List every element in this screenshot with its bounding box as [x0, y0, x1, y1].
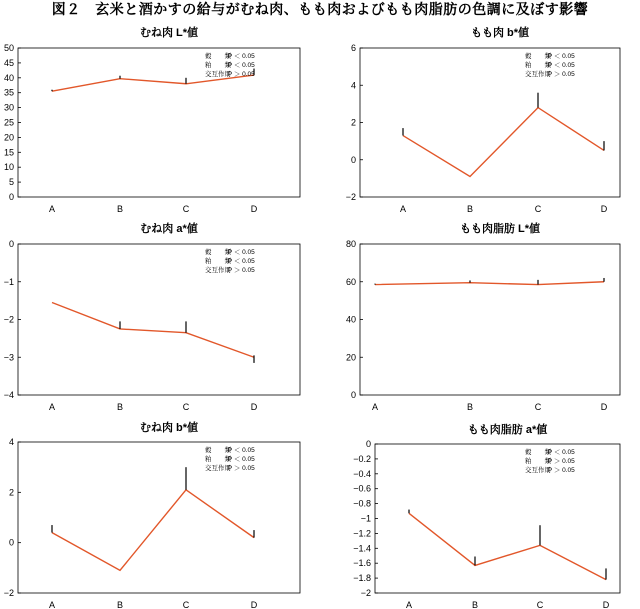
plot-frame	[375, 444, 620, 593]
y-tick-label: 2	[8, 487, 14, 498]
y-tick-label: −0.4	[353, 468, 371, 479]
x-tick-label: D	[250, 402, 258, 412]
series-line	[403, 108, 604, 177]
stats-label: 穀 類	[205, 249, 231, 256]
x-tick-label: A	[48, 402, 56, 412]
chart-title: むね肉 a*値	[140, 223, 198, 235]
x-tick-label: A	[48, 204, 56, 214]
chart-title: もも肉 b*値	[470, 27, 530, 39]
stats-value: :P ＜ 0.05	[226, 258, 255, 265]
chart-panel-breast-l	[0, 20, 320, 215]
plot-frame	[360, 48, 620, 197]
series-line	[409, 513, 606, 579]
stats-value: :P ＜ 0.05	[226, 53, 255, 60]
stats-label: 粕 類	[205, 456, 231, 463]
series-line	[52, 490, 254, 571]
stats-value: :P ＞ 0.05	[546, 467, 575, 474]
x-tick-label: D	[250, 600, 258, 609]
x-tick-label: C	[536, 600, 544, 609]
chart-svg	[320, 20, 640, 215]
y-tick-label: 0	[350, 390, 356, 400]
stats-value: :P ＜ 0.05	[226, 447, 255, 454]
y-tick-label: 0	[8, 192, 14, 202]
stats-value: :P ＞ 0.05	[226, 267, 255, 274]
x-tick-label: D	[600, 204, 608, 214]
y-tick-label: −1.8	[353, 573, 371, 584]
chart-panel-breast-a	[0, 218, 320, 413]
stats-label: 交互作用	[205, 465, 231, 472]
y-tick-label: 15	[3, 147, 14, 158]
stats-label: 穀 類	[525, 53, 551, 60]
y-tick-label: 0	[8, 239, 14, 249]
y-tick-label: −1.4	[353, 543, 371, 554]
x-tick-label: C	[534, 204, 542, 214]
stats-value: :P ＜ 0.05	[546, 449, 575, 456]
y-tick-label: −1	[360, 513, 371, 524]
y-tick-label: 25	[3, 117, 14, 128]
y-tick-label: 10	[3, 162, 14, 173]
chart-svg	[0, 218, 320, 413]
chart-title: むね肉 L*値	[139, 27, 199, 39]
stats-label: 交互作用	[525, 71, 551, 78]
y-tick-label: 6	[350, 43, 356, 53]
x-tick-label: D	[250, 204, 258, 214]
stats-value: :P ＜ 0.05	[546, 62, 575, 69]
plot-frame	[360, 244, 620, 395]
chart-svg	[0, 413, 320, 609]
x-tick-label: B	[466, 204, 474, 214]
y-tick-label: −2	[3, 314, 14, 325]
figure-title: 図２ 玄米と酒かすの給与がむね肉、もも肉およびもも肉脂肪の色調に及ぼす影響	[51, 1, 589, 17]
chart-title: もも肉脂肪 a*値	[467, 424, 548, 436]
y-tick-label: 0	[8, 537, 14, 548]
chart-panel-thigh-fat-l	[320, 218, 640, 413]
stats-label: 粕 類	[525, 62, 551, 69]
y-tick-label: 0	[365, 439, 371, 449]
y-tick-label: −3	[3, 352, 14, 363]
chart-panel-breast-b	[0, 413, 320, 609]
plot-frame	[18, 442, 300, 593]
x-tick-label: A	[48, 600, 56, 609]
y-tick-label: 4	[350, 80, 356, 91]
stats-label: 穀 類	[525, 449, 551, 456]
y-tick-label: −2	[3, 588, 14, 598]
series-line	[52, 303, 254, 358]
x-tick-label: B	[466, 402, 474, 412]
y-tick-label: −2	[345, 192, 356, 202]
x-tick-label: B	[471, 600, 479, 609]
chart-panel-thigh-fat-a	[320, 413, 640, 609]
plot-frame	[18, 48, 300, 197]
y-tick-label: 50	[3, 43, 14, 53]
y-tick-label: 20	[3, 132, 14, 143]
stats-label: 粕 類	[205, 258, 231, 265]
y-tick-label: −1.6	[353, 558, 371, 569]
y-tick-label: 40	[3, 72, 14, 83]
plot-frame	[18, 244, 300, 395]
y-tick-label: 30	[3, 102, 14, 113]
chart-title: もも肉脂肪 L*値	[459, 223, 541, 235]
y-tick-label: 60	[345, 276, 356, 287]
y-tick-label: −1	[3, 276, 14, 287]
stats-label: 穀 類	[205, 447, 231, 454]
series-line	[375, 282, 604, 285]
chart-panel-thigh-b	[320, 20, 640, 215]
y-tick-label: −2	[360, 588, 371, 598]
x-tick-label: A	[405, 600, 413, 609]
stats-label: 穀 類	[205, 53, 231, 60]
y-tick-label: −4	[3, 390, 14, 400]
x-tick-label: C	[182, 402, 190, 412]
stats-value: :P ＜ 0.05	[226, 62, 255, 69]
stats-label: 粕 類	[205, 62, 231, 69]
chart-svg	[0, 20, 320, 215]
y-tick-label: 80	[345, 239, 356, 249]
x-tick-label: B	[116, 600, 124, 609]
x-tick-label: C	[182, 204, 190, 214]
chart-title: むね肉 b*値	[139, 422, 199, 434]
x-tick-label: B	[116, 204, 124, 214]
y-tick-label: 0	[350, 154, 356, 165]
stats-label: 交互作用	[205, 71, 231, 78]
x-tick-label: A	[399, 204, 407, 214]
x-tick-label: C	[534, 402, 542, 412]
y-tick-label: 20	[345, 352, 356, 363]
stats-value: :P ＞ 0.05	[226, 71, 255, 78]
y-tick-label: 2	[350, 117, 356, 128]
y-tick-label: −1.2	[353, 528, 371, 539]
x-tick-label: C	[182, 600, 190, 609]
stats-value: :P ＜ 0.05	[546, 53, 575, 60]
y-tick-label: 40	[345, 314, 356, 325]
x-tick-label: A	[371, 402, 379, 412]
y-tick-label: 45	[3, 57, 14, 68]
y-tick-label: −0.6	[353, 483, 371, 494]
y-tick-label: −0.2	[353, 453, 371, 464]
x-tick-label: B	[116, 402, 124, 412]
y-tick-label: 35	[3, 87, 14, 98]
stats-value: :P ＜ 0.05	[226, 249, 255, 256]
y-tick-label: −0.8	[353, 498, 371, 509]
chart-svg	[320, 218, 640, 413]
stats-label: 粕 類	[525, 458, 551, 465]
stats-value: :P ＜ 0.05	[226, 456, 255, 463]
stats-label: 交互作用	[525, 467, 551, 474]
x-tick-label: D	[600, 402, 608, 412]
stats-value: :P ＞ 0.05	[546, 458, 575, 465]
chart-svg	[320, 413, 640, 609]
y-tick-label: 5	[8, 177, 14, 188]
x-tick-label: D	[602, 600, 610, 609]
stats-value: :P ＞ 0.05	[226, 465, 255, 472]
stats-value: :P ＞ 0.05	[546, 71, 575, 78]
y-tick-label: 4	[8, 437, 14, 447]
stats-label: 交互作用	[205, 267, 231, 274]
